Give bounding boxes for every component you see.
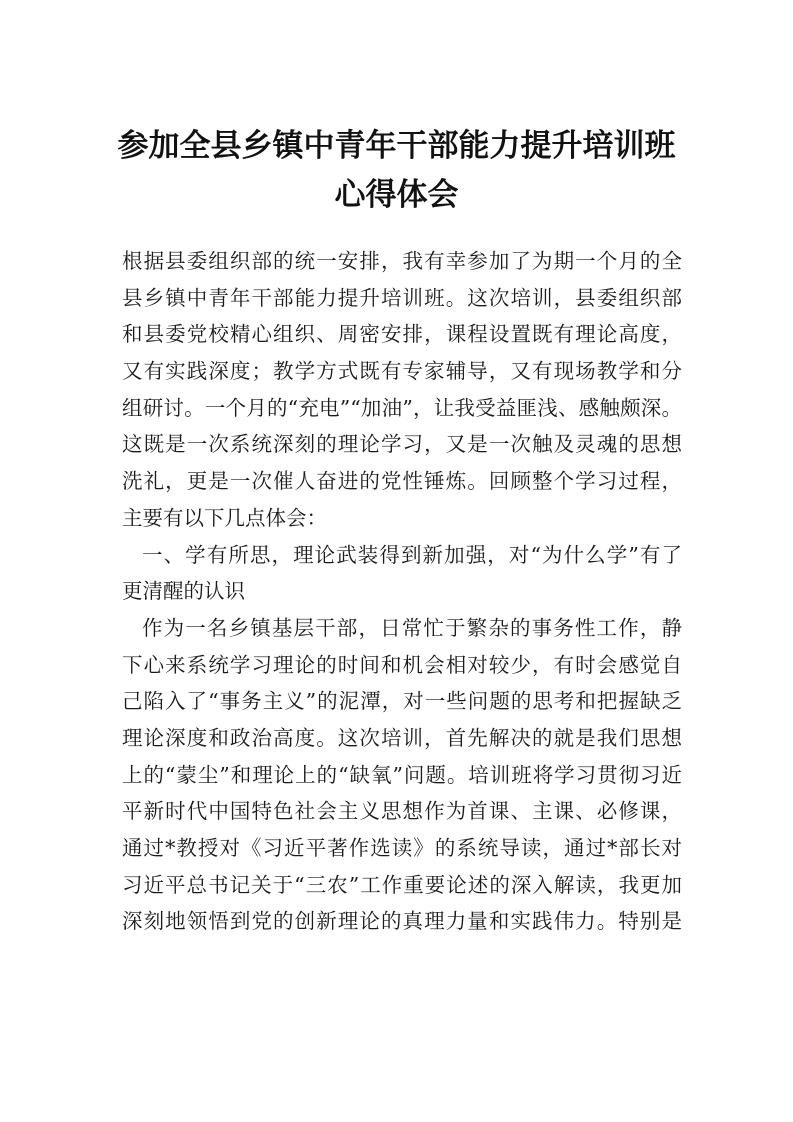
document-body [122,243,682,940]
body-line: 根据县委组织部的统一安排，我有幸参加了为期一个月的全 [122,249,682,273]
body-line: 上的“蒙尘”和理论上的“缺氧”问题。培训班将学习贯彻习近 [122,762,682,787]
body-line: 己陷入了“事务主义”的泥潭，对一些问题的思考和把握缺乏 [122,689,682,714]
body-line: 理论深度和政治高度。这次培训，首先解决的就是我们思想 [122,725,682,750]
document-title-line-1: 参加全县乡镇中青年干部能力提升培训班 [117,128,676,164]
document-title-line-2: 心得体会 [334,177,459,213]
body-line: 县乡镇中青年干部能力提升培训班。这次培训，县委组织部 [122,285,682,310]
body-line: 作为一名乡镇基层干部，日常忙于繁杂的事务性工作，静 [142,615,682,640]
body-line: 主要有以下几点体会： [122,505,327,530]
body-line: 通过*教授对《习近平著作选读》的系统导读，通过*部长对 [122,836,682,860]
body-line: 这既是一次系统深刻的理论学习，又是一次触及灵魂的思想 [122,432,682,457]
section-heading-line: 更清醒的认识 [122,579,245,604]
body-line: 平新时代中国特色社会主义思想作为首课、主课、必修课， [122,799,682,824]
section-heading-line: 一、学有所思，理论武装得到新加强，对“为什么学”有了 [142,542,682,567]
body-line: 深刻地领悟到党的创新理论的真理力量和实践伟力。特别是 [122,909,682,934]
body-line: 下心来系统学习理论的时间和机会相对较少，有时会感觉自 [122,652,682,677]
body-line: 又有实践深度；教学方式既有专家辅导，又有现场教学和分 [122,359,682,384]
body-line: 组研讨。一个月的“充电”“加油”，让我受益匪浅、感触颇深。 [122,395,682,420]
body-line: 和县委党校精心组织、周密安排，课程设置既有理论高度， [122,322,682,347]
body-line: 习近平总书记关于“三农”工作重要论述的深入解读，我更加 [122,872,682,897]
body-line: 洗礼，更是一次催人奋进的党性锤炼。回顾整个学习过程， [122,469,682,494]
